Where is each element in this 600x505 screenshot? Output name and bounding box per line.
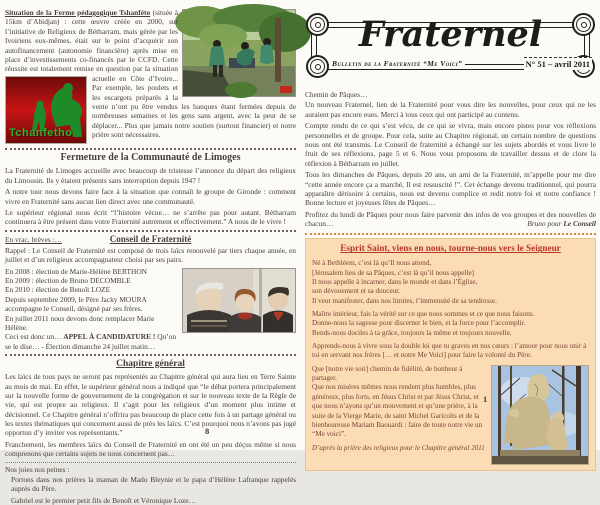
chapitre-paragraph: Franchement, les membres laïcs du Conseil de Fraternité en ont été un peu déçus même si nous comprenons que certains sujets ne nous concernent pas… — [5, 439, 296, 459]
statue-photo — [491, 365, 589, 465]
limoges-heading: Fermeture de la Communauté de Limoges — [60, 151, 241, 163]
prayer-stanza: Maître intérieur, fais la vérité sur ce que nous sommes et ce que nous faisons. Donne-nous la sagesse pour discerner le bien, et la force pour l’accomplir. Rends-nous dociles à ta grâce, toujours la même et toujours nouvelle. — [312, 309, 535, 337]
article-text-intro: (située à 15km d’Abidjan) : cette œuvre créée en 2000, sur l’initiative de Religieux de Bétharram, mais gérée par les Ivoiriens eux-mêmes, était sur le point d’acquérir son autofinancement (autonomie financière) après mise en place d’investissements co-financés par le CCFD. Cette réussite est totalement remise en — [5, 8, 178, 74]
right-page — [305, 8, 596, 452]
editorial-paragraph: Profitez du lundi de Pâques pour nous faire parvenir des infos de vos groupes et des nouvelles de chacun… — [305, 209, 596, 229]
conseil-appel — [5, 332, 296, 351]
section-divider — [5, 354, 296, 356]
section-divider — [5, 462, 296, 463]
article-title: Situation de la Ferme pédagogique Tshanféto — [5, 8, 151, 17]
conseil-rappel: Rappel : Le Conseil de Fraternité est composé de trois laïcs renouvelé par tiers chaque année, en juillet et d’un religieux accompagnateur choisi par ses pairs. — [5, 245, 296, 265]
joies-item: Gabriel est le premier petit fils de Benoît et Véronique Loze… — [11, 495, 196, 505]
prayer-stanza: Que [notre vie soit] chemin de fidélité, de bonheur à partager. Que nos misères mêmes nous rendent plus humbles, plus généreux, plus forts, en Jésus Christ et par Jésus Christ, et que nous n’ayons qu’un mouvement et qu’une prière, à la suite de la Vierge Marie, de saint Michel Garicoïts et de la bienheureuse Mariam Baouardi : faire de toute notre vie un “Me voici”. — [312, 364, 483, 439]
limoges-paragraph: A notre tour nous devons faire face à la situation que connaît le groupe de Gironde : comment vivre en Fraternité sans aucun lien direct avec une communauté. — [5, 187, 296, 206]
bulletin-title: Fraternel — [358, 14, 543, 55]
chapitre-heading: Chapitre général — [116, 359, 185, 370]
breves-row — [5, 234, 296, 245]
council-members-photo — [182, 268, 296, 333]
tshanfeto-logo — [5, 76, 87, 144]
prayer-stanza: Né à Bethléem, c’est là qu’Il nous attend, [Jérusalem lieu de sa Pâques, c’est là qu’il nous appelle] Il nous appelle à incarner, dans le monde et dans l’Église, son dévouement et sa douceur. Il veut manifester, dans nos limites, l’immensité de sa tendresse. — [312, 259, 497, 305]
corner-ornament-icon — [306, 13, 329, 36]
breves-label: En vrac, brèves :… — [5, 234, 63, 244]
left-page — [5, 8, 296, 505]
right-page-number: 1 — [483, 394, 488, 404]
editorial-opener: Chemin de Pâques… — [305, 90, 368, 99]
editorial-paragraph: Compte rendu de ce qui s’est vécu, de ce qui se vivra, mais encore pistes pour vos réflexions personnelles et de groupe. Pour cela, suite au Chapitre régional, un certain nombre de questions nous ont été transmis. Le Conseil de fraternité a échangé sur les sujets abordés et vous livre le fruit de ses réflexions, page 5 et 6. Nous vous proposons de travailler dessus et de clore la réflexion à Bétharram en juillet. — [305, 121, 596, 168]
prayer-box — [305, 238, 596, 470]
joies-heading: Nos joies nos peines : — [5, 464, 70, 474]
limoges-paragraph: La Fraternité de Limoges accueille avec beaucoup de tristesse l’annonce du départ des religieux du Limousin. Ils y étaient présents sans interruption depuis 1947 ! — [5, 166, 296, 185]
farm-workers-photo — [182, 9, 296, 97]
joies-item: Portons dans nos prières la maman de Mado Bleynie et le papa d’Hélène Lafranque rappelés auprès du Père. — [11, 475, 296, 494]
article-text-rest: question par la situation actuelle en Côte d’Ivoire... Par exemple, les poulets et les escargots préparés à la vente n’ont pu être vendus les banques étant fermées depuis de nombreuses semaines et les gens sans argent, avec la peur de se déplacer... Plus que jamais notre soutien (surtout financier) et notre prière sont nécessaires. — [92, 64, 296, 140]
prayer-title: Esprit Saint, viens en nous, tourne-nous vers le Seigneur — [340, 243, 561, 254]
appel-pre: Ceci est donc un… — [5, 332, 64, 342]
conseil-heading: Conseil de Fraternité — [109, 233, 192, 244]
signature-pre: Bruno pour — [527, 219, 564, 229]
orange-divider — [305, 233, 596, 235]
conseil-block — [5, 267, 296, 352]
tshanfeto-logo-text: Tchanfetho — [9, 126, 73, 139]
bulletin-issue-number: N° 51 – avril 2011 — [525, 59, 590, 69]
bulletin-subtitle: Bulletin de la Fraternité “Me Voici” — [329, 59, 465, 69]
prayer-stanza: Apprends-nous à vivre sous la double loi que tu graves en nos cœurs : l’amour pour nous unir à toi en servant nos frères [… et notre Me Voici] pour faire la volonté du Père. — [312, 342, 587, 360]
editorial-paragraph: Un nouveau Fraternel, lien de la Fraternité pour vous dire les nouvelles, pour ceux qui ne les auraient pas encore eues. Merci à tous ceux qui ont participé au contenu. — [305, 100, 596, 119]
corner-ornament-icon — [572, 13, 595, 36]
conseil-election-lines: En 2008 : élection de Marie-Hélène BERTHON En 2009 : élection de Bruno DECOMBLE En 2010 : élection de Benoît LOZE Depuis septembre 2009, le Père Jacky MOURA accompagne le Conseil, désigné par ses frères. En juillet 2011 nous devons donc remplacer Marie Hélène. — [5, 266, 155, 332]
masthead — [305, 10, 596, 84]
section-divider — [5, 148, 296, 150]
editorial-signature — [527, 219, 596, 228]
limoges-paragraph: Le supérieur régional nous écrit “l’histoire vécue… ne s’arrête pas pour autant. Bétharram continuera à être présent dans votre Fraternité autrement et effectivement.” A nous de le vivre ! — [5, 207, 296, 227]
chapitre-paragraph: Les laïcs de tous pays ne seront pas représentés au Chapitre général qui aura lieu en Terre Sainte au mois de mai. En effet, le supérieur général nous a indiqué que “le débat portera principalement sur la nouvelle forme de gouvernement de la congrégation et sur le nouveau texte de la Règle de vie, qui est propre au religieux. Il s’agit pour les religieux d’un moment plus intime et décisionnel. Ce Chapitre général n’offrira pas beaucoup de place cette fois à un partage général ou les textes thématiques qui concernent aussi de près les laïcs. C’est pourquoi nous n’avons pas jugé opportun d’y inviter vos représentants.” — [5, 372, 296, 438]
signature-name: Le Conseil — [563, 219, 596, 229]
editorial-paragraph-with-signature — [305, 210, 596, 229]
article-ferme-tshanfeto — [5, 8, 296, 145]
section-divider — [5, 230, 296, 232]
appel-post: Qu’on se le dise… - Élection dimanche 24 juillet matin… — [5, 332, 177, 351]
corner-ornament-icon — [306, 55, 329, 78]
editorial-paragraph: Tous les dimanches de Pâques, depuis 20 ans, un ami de la Fraternité, m’appelle pour me dire “cette année encore ça a marché, Il est ressuscité !”. Cet échange devenu traditionnel, qui pourra apparaître dérisoire à certains, nous est devenu complice et redit notre foi et notre confiance ! Bonne lecture et joyeuses fêtes de Pâques… — [305, 170, 596, 208]
appel-candidature: APPEL À CANDIDATURE ! — [63, 332, 156, 342]
prayer-attribution: D’après la prière des religieux pour le Chapitre général 2011 — [312, 443, 485, 452]
left-page-number: 8 — [205, 426, 210, 436]
